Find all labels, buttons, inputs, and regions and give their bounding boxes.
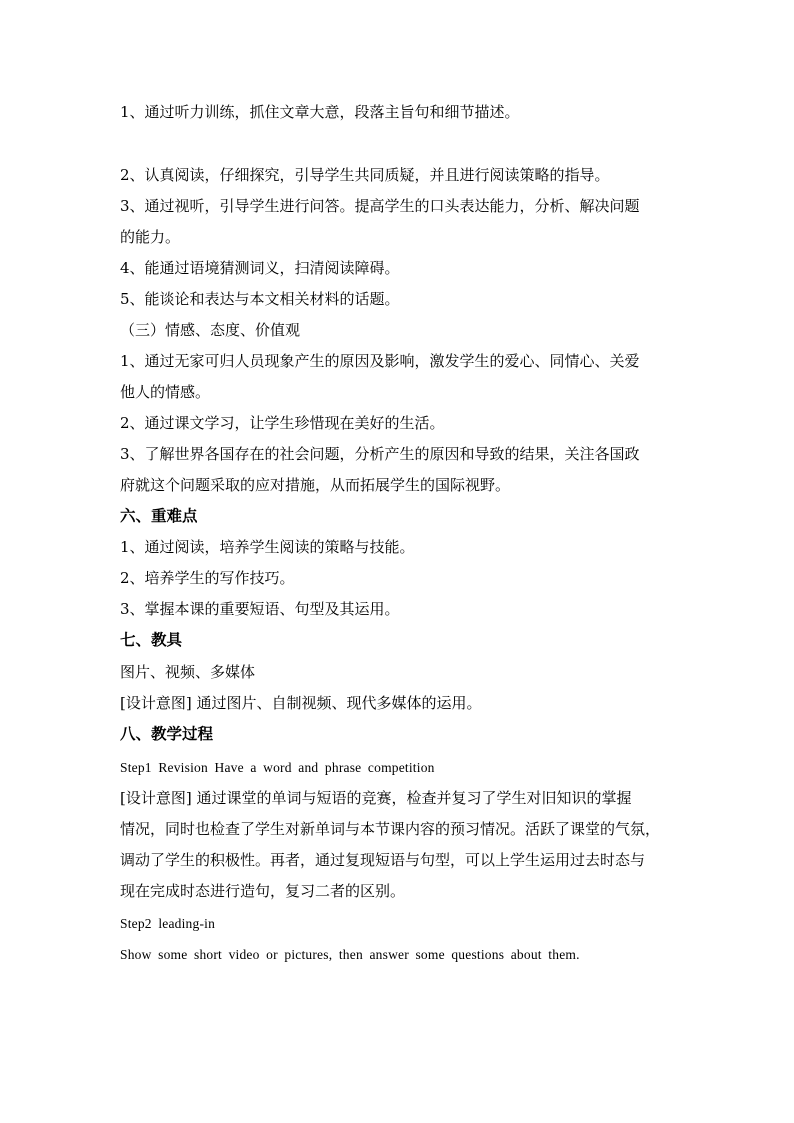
step2-instruction: Show some short video or pictures, then answer some questions about them. — [120, 947, 580, 962]
objective-discussion: 5、能谈论和表达与本文相关材料的话题。 — [120, 290, 400, 308]
teaching-aids: 图片、视频、多媒体 — [120, 663, 256, 681]
emotion-item-3-cont: 府就这个问题采取的应对措施，从而拓展学生的国际视野。 — [120, 476, 511, 494]
step1-design-intent-cont-3: 现在完成时态进行造句，复习二者的区别。 — [120, 882, 406, 900]
heading-key-points: 六、重难点 — [120, 506, 198, 525]
emotion-item-2: 2、通过课文学习，让学生珍惜现在美好的生活。 — [120, 414, 445, 432]
emotion-item-3: 3、了解世界各国存在的社会问题，分析产生的原因和导致的结果，关注各国政 — [120, 445, 640, 463]
step1-title: Step1 Revision Have a word and phrase competition — [120, 760, 435, 775]
emotion-item-1: 1、通过无家可归人员现象产生的原因及影响，激发学生的爱心、同情心、关爱 — [120, 352, 640, 370]
objective-context: 4、能通过语境猜测词义，扫清阅读障碍。 — [120, 259, 400, 277]
step2-title: Step2 leading-in — [120, 916, 216, 931]
aids-design-intent: [设计意图] 通过图片、自制视频、现代多媒体的运用。 — [120, 694, 482, 712]
objective-reading: 2、认真阅读，仔细探究，引导学生共同质疑，并且进行阅读策略的指导。 — [120, 166, 610, 184]
subheading-emotion: （三）情感、态度、价值观 — [120, 321, 301, 339]
key-point-1: 1、通过阅读，培养学生阅读的策略与技能。 — [120, 538, 415, 556]
objective-listening: 1、通过听力训练，抓住文章大意，段落主旨句和细节描述。 — [120, 103, 520, 121]
objective-viewing-cont: 的能力。 — [120, 228, 181, 246]
step1-design-intent-cont-2: 调动了学生的积极性。再者，通过复现短语与句型，可以上学生运用过去时态与 — [120, 851, 646, 869]
step1-design-intent-cont-1: 情况，同时也检查了学生对新单词与本节课内容的预习情况。活跃了课堂的气氛， — [120, 820, 661, 838]
objective-viewing: 3、通过视听，引导学生进行问答。提高学生的口头表达能力，分析、解决问题 — [120, 197, 640, 215]
key-point-2: 2、培养学生的写作技巧。 — [120, 569, 295, 587]
step1-design-intent: [设计意图] 通过课堂的单词与短语的竞赛，检查并复习了学生对旧知识的掌握 — [120, 789, 632, 807]
emotion-item-1-cont: 他人的情感。 — [120, 383, 211, 401]
heading-teaching-aids: 七、教具 — [120, 630, 183, 649]
heading-teaching-process: 八、教学过程 — [120, 724, 214, 743]
key-point-3: 3、掌握本课的重要短语、句型及其运用。 — [120, 600, 400, 618]
